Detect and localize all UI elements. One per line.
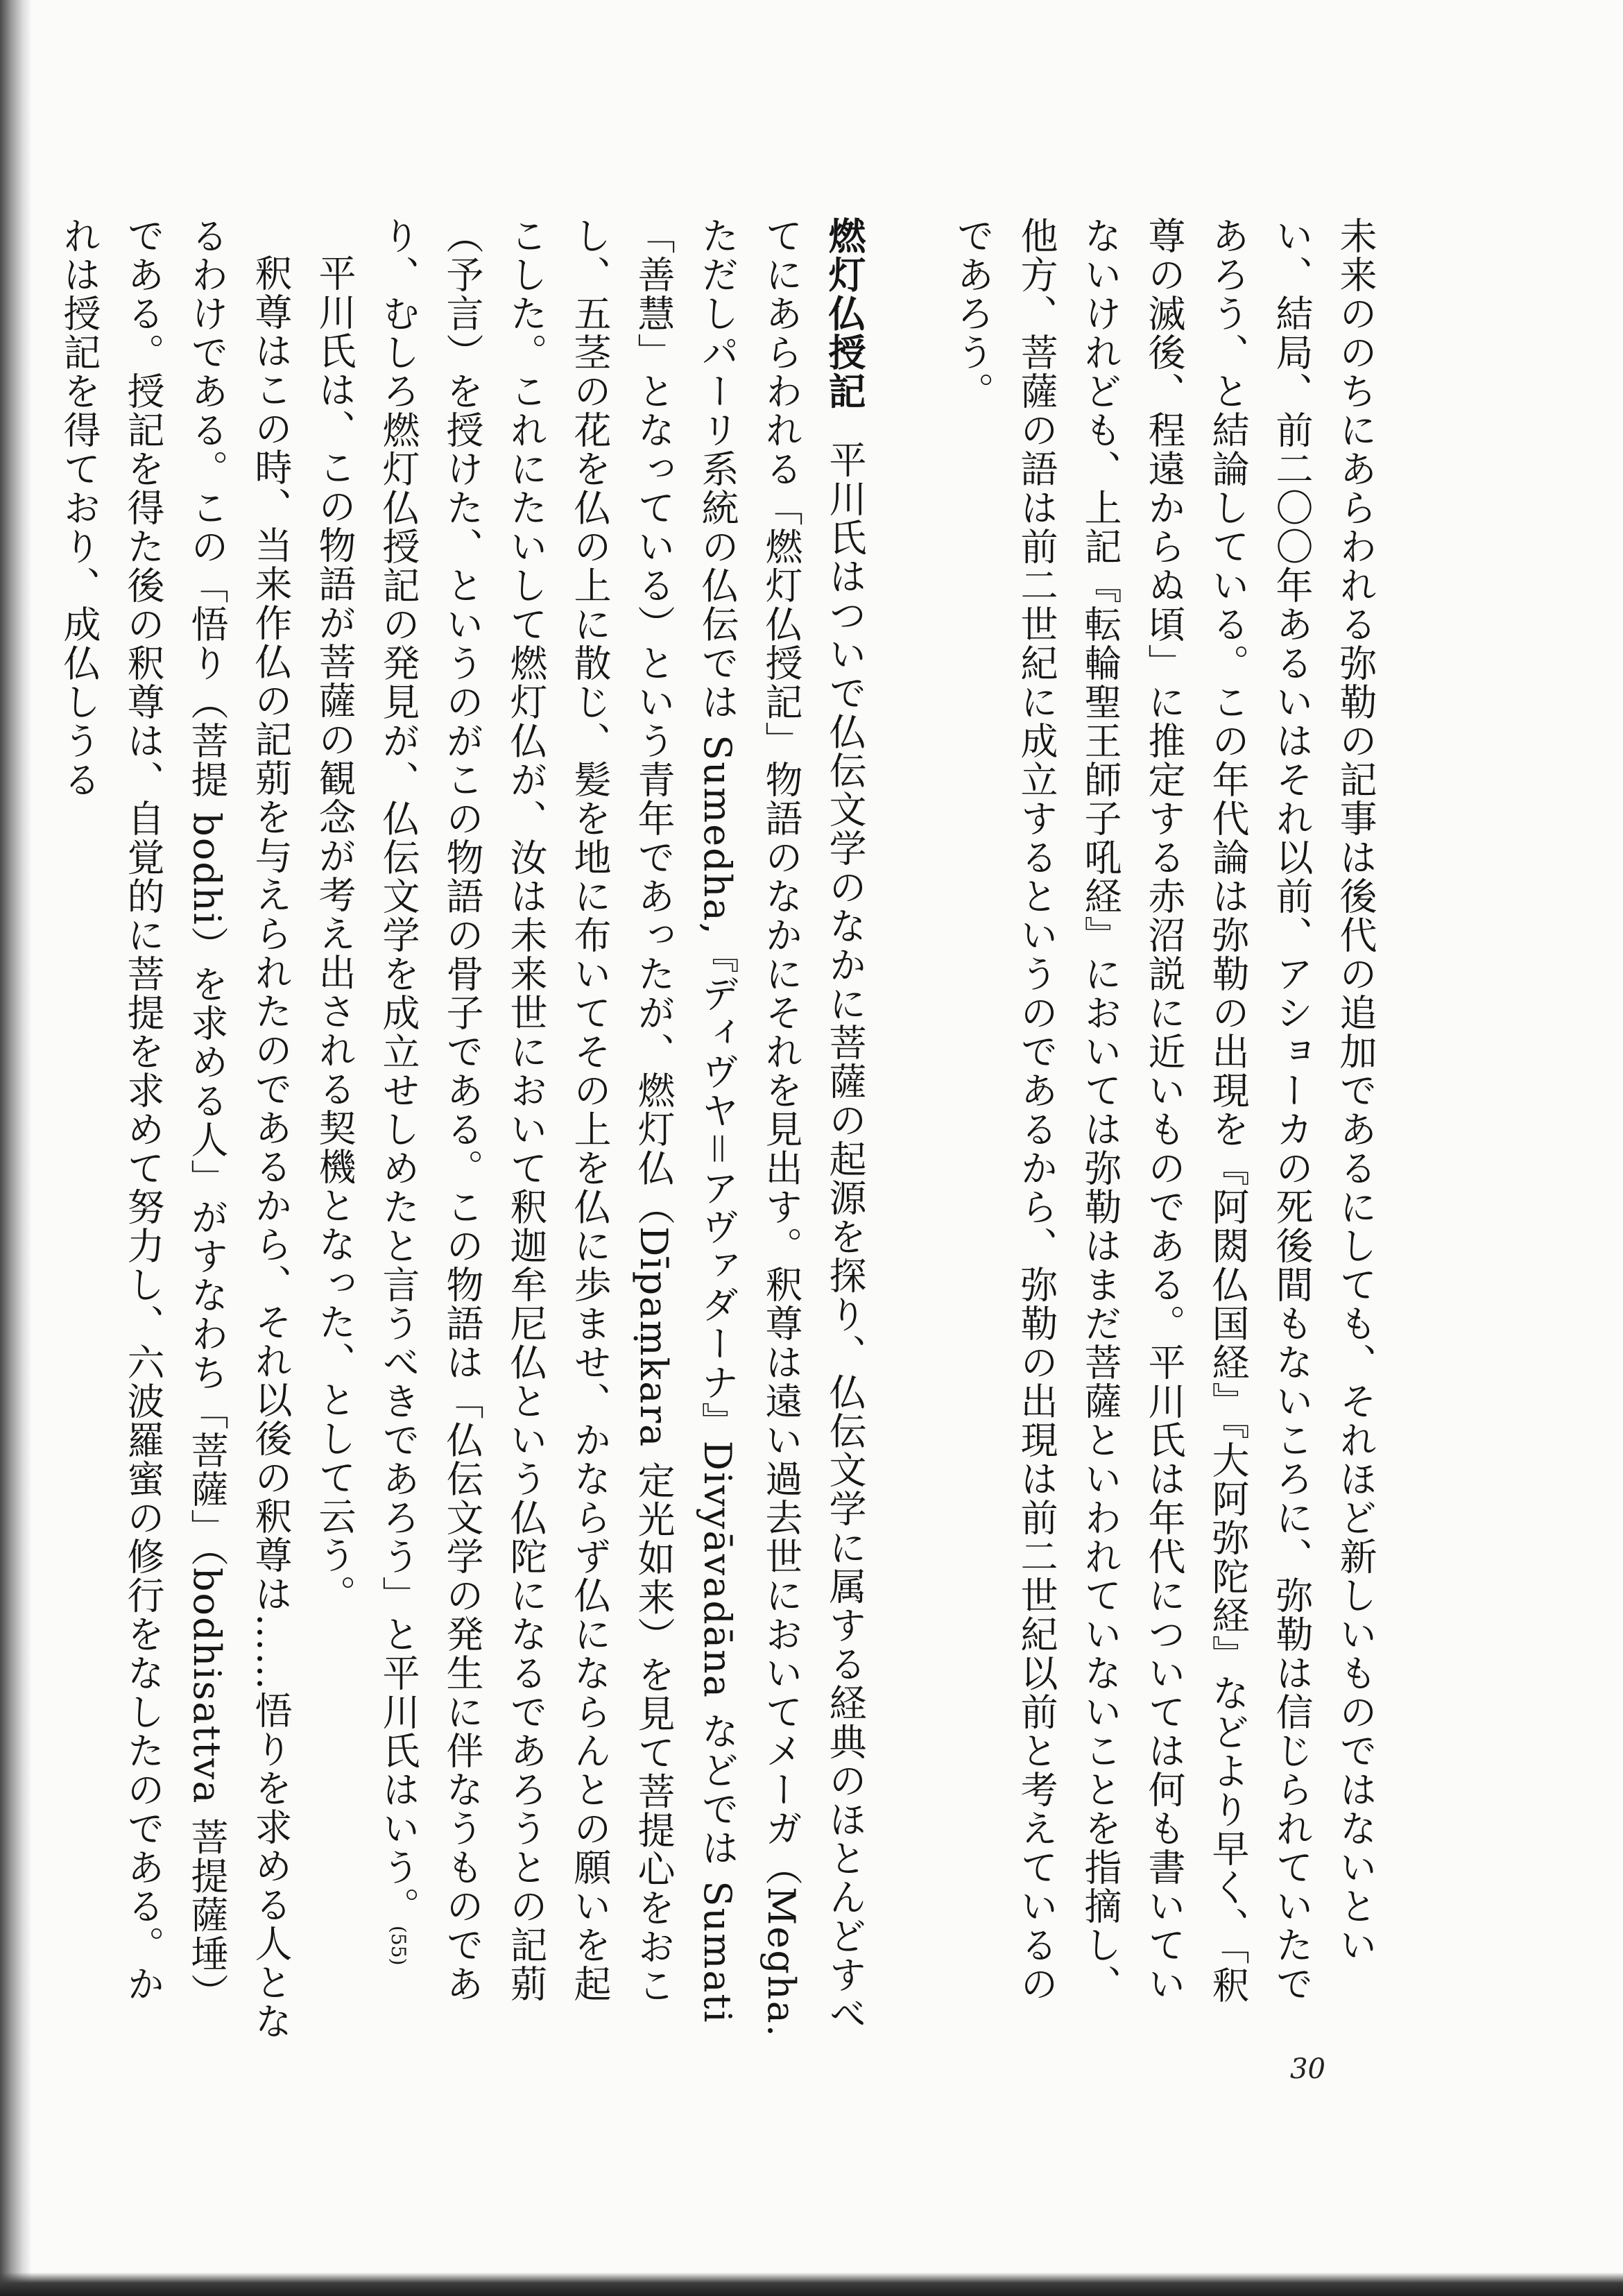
paragraph-2-body: 平川氏はついで仏伝文学のなかに菩薩の起源を探り、仏伝文学に属する経典のほとんどすべてにあらわれる「燃灯仏授記」物語のなかにそれを見出す。釈尊は遠い過去世においてメーガ（Megha. ただしパーリ系統の仏伝では Sumedha,『ディヴヤ＝アヴァダーナ』Divyāvadāna などでは Sumati「善慧」となっている）という青年であったが、燃灯仏（Dīpaṃkara 定光如来）を見て菩提心をおこし、五茎の花を仏の上に散じ、髪を地に布いてその上を仏に歩ませ、かならず仏にならんとの願いを起こした。これにたいして燃灯仏が、汝は未来世において釈迦牟尼仏という仏陀になるであろうとの記莂（予言）を授けた、というのがこの物語の骨子である。この物語は「仏伝文学の発生に伴なうものであり、むしろ燃灯仏授記の発見が、仏伝文学を成立せしめたと言うべきであろう」と平川氏はいう。 — [377, 216, 867, 2038]
scan-bottom-edge — [0, 2272, 1623, 2296]
page-number: 30 — [1290, 2053, 1325, 2085]
paragraph-2 — [366, 216, 877, 2041]
vertical-text-block — [58, 216, 1387, 2041]
section-heading: 燃灯仏授記 — [823, 216, 867, 411]
paragraph-4-quote: 釈尊はこの時、当来作仏の記莂を与えられたのであるから、それ以後の釈尊は……悟りを求める人となるわけである。この「悟り（菩提 bodhi）を求める人」がすなわち「菩薩」（bodhisattva 菩提薩埵）である。授記を得た後の釈尊は、自覚的に菩提を求めて努力し、六波羅蜜の修行をなしたのである。かれは授記を得ており、成仏しうる — [58, 216, 293, 2041]
paragraph-3: 平川氏は、この物語が菩薩の観念が考え出される契機となった、として云う。 — [313, 254, 357, 1613]
footnote-reference: (55) — [387, 1926, 410, 1966]
binding-shadow — [0, 0, 32, 2296]
paragraph-1: 未来ののちにあらわれる弥勒の記事は後代の追加であるにしても、それほど新しいものではないといい、結局、前二〇〇年あるいはそれ以前、アショーカの死後間もないころに、弥勒は信じられていたであろう、と結論している。この年代論は弥勒の出現を『阿閦仏国経』『大阿弥陀経』などより早く、「釈尊の滅後、程遠からぬ頃」に推定する赤沼説に近いものである。平川氏は年代については何も書いていないけれども、上記『転輪聖王師子吼経』においては弥勒はまだ菩薩といわれていないことを指摘し、他方、菩薩の語は前二世紀に成立するというのであるから、弥勒の出現は前二世紀以前と考えているのであろう。 — [951, 216, 1377, 2005]
